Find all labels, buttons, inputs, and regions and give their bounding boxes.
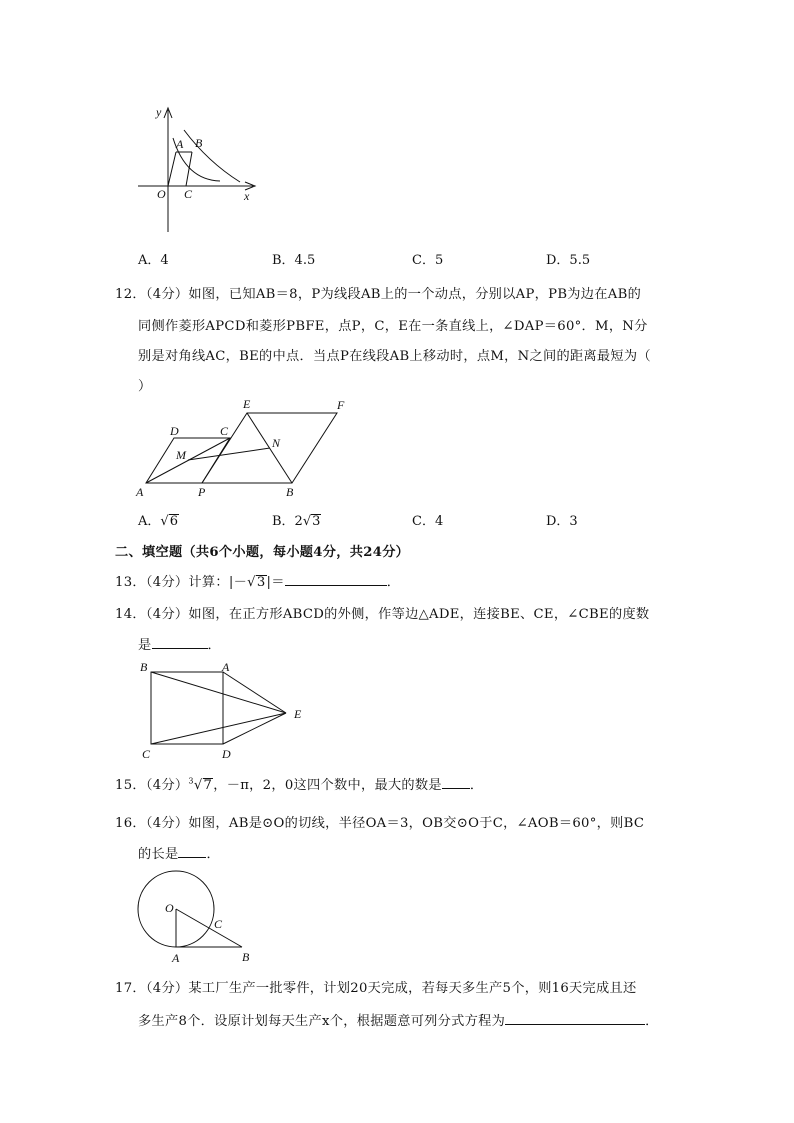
q12-option-b-radicand: 3 — [312, 514, 321, 529]
section-title: 二、填空题（共6个小题，每小题4分，共24分） — [115, 545, 410, 560]
q13-suffix: |＝ — [266, 575, 285, 590]
label-e: E — [294, 707, 302, 721]
q13-radicand: 3 — [256, 575, 266, 590]
q12-option-a-prefix: A． — [138, 514, 161, 529]
q12-option-b-prefix: B．2 — [272, 514, 303, 529]
q13-text — [115, 571, 400, 590]
label-n: N — [272, 436, 281, 450]
q13-answer-blank[interactable] — [285, 573, 387, 586]
q14-text-line2 — [138, 634, 221, 653]
q14-end: ． — [207, 638, 221, 653]
q12-option-b[interactable] — [272, 510, 321, 529]
label-y: y — [156, 105, 162, 119]
q15-radicand: 7 — [203, 778, 213, 793]
label-c: C — [142, 747, 151, 761]
label-b: B — [242, 950, 250, 964]
q11-option-c[interactable]: C．5 — [412, 253, 444, 268]
q11-option-a[interactable]: A．4 — [138, 253, 169, 268]
segment-de — [223, 713, 286, 744]
segment-oa — [168, 152, 176, 186]
segment-ce — [151, 713, 286, 744]
q17-text-line2 — [138, 1010, 659, 1029]
q13-end: ． — [386, 575, 401, 590]
sqrt-icon: √ — [247, 575, 256, 590]
q12-option-a[interactable] — [138, 510, 179, 529]
q16-end: ． — [206, 847, 220, 862]
q16-figure — [132, 866, 272, 966]
q16-answer-blank[interactable] — [178, 845, 206, 858]
q14-text-line1: 14．（4分）如图，在正方形ABCD的外侧，作等边△ADE，连接BE、CE，∠CBE的度数 — [115, 607, 650, 622]
segment-ac — [146, 438, 230, 483]
q12-figure — [132, 393, 372, 503]
q17-line2-prefix: 多生产8个．设原计划每天生产x个，根据题意可列分式方程为 — [138, 1014, 506, 1029]
label-x: x — [244, 189, 250, 203]
label-m: M — [176, 448, 186, 462]
q12-option-a-radicand: 6 — [169, 514, 178, 529]
q16-line2-prefix: 的长是 — [138, 847, 179, 862]
q15-prefix: 15．（4分） — [115, 778, 189, 793]
q11-figure — [128, 100, 268, 235]
q15-answer-blank[interactable] — [442, 776, 470, 789]
q12-text-line2: 同侧作菱形APCD和菱形PBFE，点P，C，E在一条直线上，∠DAP＝60°．M，N分 — [138, 319, 648, 334]
label-a: A — [176, 137, 184, 151]
q14-line2-prefix: 是 — [138, 638, 152, 653]
label-c: C — [220, 424, 229, 438]
sqrt-icon: √ — [193, 778, 203, 793]
q12-text-line1: 12．（4分）如图，已知AB＝8，P为线段AB上的一个动点，分别以AP，PB为边在AB的 — [115, 287, 642, 302]
label-b: B — [195, 136, 203, 150]
q11-option-d[interactable]: D．5.5 — [546, 253, 591, 268]
sqrt-icon: √ — [160, 514, 169, 529]
label-d: D — [222, 747, 231, 761]
q12-text-line3: 别是对角线AC，BE的中点．当点P在线段AB上移动时，点M，N之间的距离最短为（ — [138, 349, 651, 364]
label-o: O — [157, 187, 166, 201]
label-d: D — [170, 424, 179, 438]
label-p: P — [198, 485, 206, 499]
label-a: A — [172, 951, 180, 965]
q12-text-line4: ） — [138, 379, 152, 394]
q12-option-d[interactable]: D．3 — [546, 514, 578, 529]
label-b: B — [286, 485, 294, 499]
q14-answer-blank[interactable] — [152, 636, 208, 649]
segment-ae — [223, 672, 286, 713]
sqrt-icon: √ — [302, 514, 312, 529]
q16-text-line1: 16．（4分）如图，AB是⊙O的切线，半径OA＝3，OB交⊙O于C，∠AOB＝60°，则BC — [115, 816, 645, 831]
label-a: A — [136, 485, 144, 499]
q15-text — [115, 774, 483, 793]
label-b: B — [140, 660, 148, 674]
q13-prefix: 13．（4分）计算：|－ — [115, 575, 248, 590]
segment-be — [151, 672, 286, 713]
q12-option-c[interactable]: C．4 — [412, 514, 444, 529]
label-f: F — [337, 398, 345, 412]
label-o: O — [165, 901, 174, 915]
cube-root-index: 3 — [188, 776, 194, 786]
label-c: C — [214, 917, 223, 931]
q16-text-line2 — [138, 843, 220, 862]
q15-middle: ，－π，2，0这四个数中，最大的数是 — [213, 778, 442, 793]
label-a: A — [222, 660, 230, 674]
q17-answer-blank[interactable] — [505, 1012, 645, 1025]
q17-text-line1: 17．（4分）某工厂生产一批零件，计划20天完成，若每天多生产5个，则16天完成且还 — [115, 981, 637, 996]
curve-outer — [184, 130, 240, 182]
q15-end: ． — [469, 778, 484, 793]
label-c: C — [184, 187, 193, 201]
label-e: E — [243, 397, 251, 411]
q17-end: ． — [645, 1014, 659, 1029]
q11-option-b[interactable]: B．4.5 — [272, 253, 316, 268]
segment-ob — [176, 909, 242, 947]
q14-figure — [136, 658, 316, 763]
